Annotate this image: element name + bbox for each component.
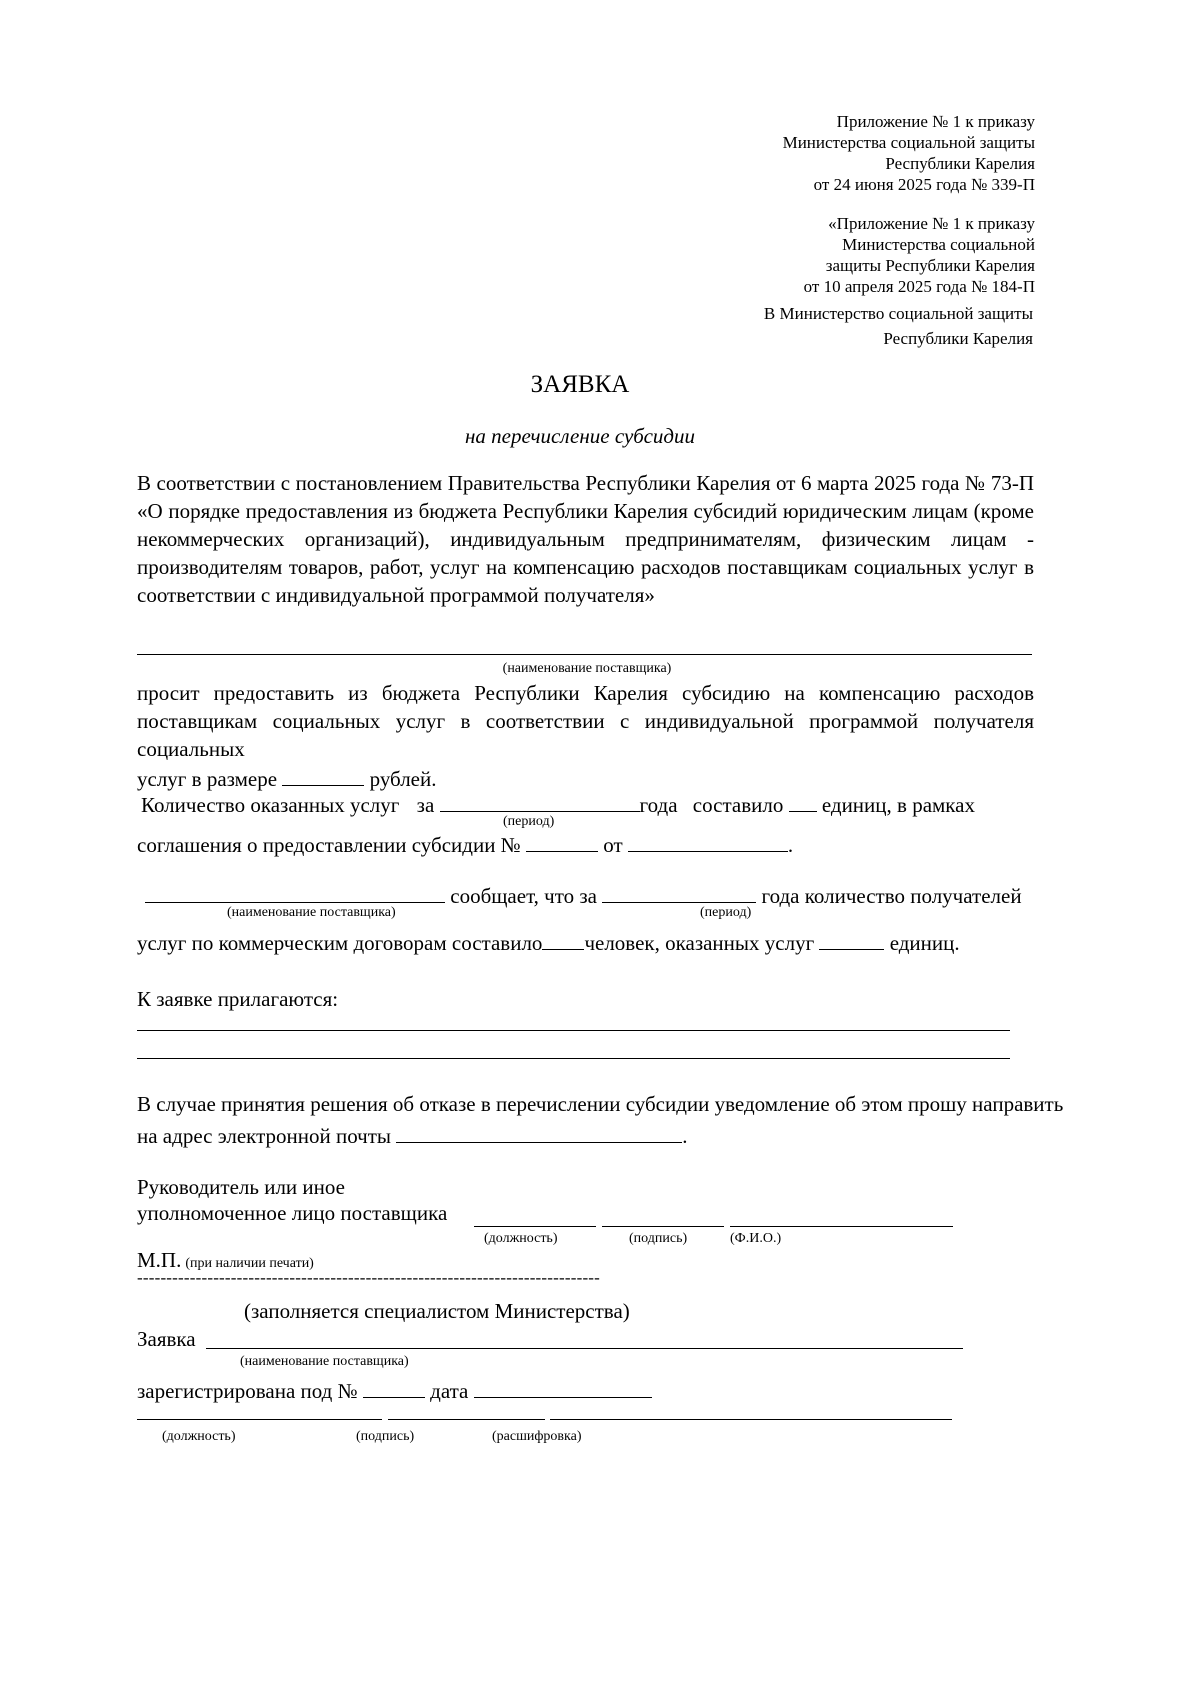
ministry-sign-field[interactable] [388,1419,545,1420]
attachments-field-1[interactable] [137,1030,1010,1031]
quantity-for: за [416,793,435,818]
request-amount-label: услуг в размере [137,767,278,792]
ministry-position-caption: (должность) [162,1429,236,1444]
registration-line [137,1375,652,1404]
refusal-line-2 [137,1120,688,1149]
intro-line: В соответствии с постановлением Правительства Республики Карелия от 6 марта 2025 года № 73-П [137,471,1034,495]
request-line: поставщикам социальных услуг в соответствии с индивидуальной программой получателя социальных [137,709,1034,761]
units-field[interactable] [789,789,817,812]
amount-field[interactable] [282,763,364,786]
registration-date-label: дата [430,1379,469,1404]
commercial-units: единиц. [889,931,960,956]
commercial-contracts: услуг по коммерческим договорам составило [137,931,543,956]
period-caption: (период) [503,814,555,829]
commercial-recipients: года количество получателей [761,884,1022,909]
registration-date-field[interactable] [474,1375,652,1398]
attachments-label: К заявке прилагаются: [137,987,339,1011]
request-line: просит предоставить из бюджета Республики Карелия субсидию на компенсацию расходов [137,681,1034,705]
ministry-decoding-field[interactable] [550,1419,952,1420]
commercial-reports: сообщает, что за [450,884,597,909]
header-line: «Приложение № 1 к приказу [828,214,1035,233]
refusal-end: . [682,1124,688,1149]
intro-line: «О порядке предоставления из бюджета Республики Карелия субсидий юридическим лицам (кроме [137,499,1034,523]
addressee-line: Республики Карелия [883,329,1033,348]
supplier-name-field[interactable] [137,654,1032,655]
request-currency: рублей. [369,767,437,792]
intro-paragraph [137,469,1034,609]
header-line: Республики Карелия [885,154,1035,173]
quantity-year: года [639,793,678,818]
separator: ------------------------------------------------------------------------------- [137,1268,601,1287]
signature-position-caption: (должность) [484,1231,558,1246]
email-label: на адрес электронной почты [137,1124,392,1149]
agreement-from: от [603,833,623,858]
services-count-field[interactable] [819,927,884,950]
request-paragraph [137,679,1034,793]
page-title: ЗАЯВКА [530,371,630,398]
agreement-line [137,829,793,858]
signature-line-1: Руководитель или иное [137,1175,345,1199]
stamp-note: (при наличии печати) [185,1256,314,1271]
quantity-units: единиц, в рамках [821,793,976,818]
quantity-amounted: составило [692,793,784,818]
commercial-period-caption: (период) [700,905,752,920]
attachments-field-2[interactable] [137,1058,1010,1059]
supplier-caption: (наименование поставщика) [502,661,672,676]
signature-position-field[interactable] [474,1226,596,1227]
header-line: от 24 июня 2025 года № 339-П [813,175,1035,194]
signature-sign-caption: (подпись) [629,1231,688,1246]
ministry-supplier-caption: (наименование поставщика) [240,1354,409,1369]
quantity-label: Количество оказанных услуг [141,793,400,818]
page-subtitle: на перечисление субсидии [464,424,696,448]
intro-line: производителям товаров, работ, услуг на компенсацию расходов поставщикам социальных услуг в [137,555,1034,579]
commercial-period-field[interactable] [602,880,756,903]
agreement-label: соглашения о предоставлении субсидии № [137,833,521,858]
ministry-supplier-field[interactable] [206,1348,963,1349]
ministry-note: (заполняется специалистом Министерства) [244,1299,630,1323]
addressee [764,301,1033,351]
stamp-label: М.П. [137,1248,182,1272]
header-line: защиты Республики Карелия [825,256,1035,275]
agreement-end: . [787,833,794,858]
commercial-persons: человек, оказанных услуг [584,931,815,956]
email-field[interactable] [396,1120,682,1143]
signature-name-field[interactable] [730,1226,953,1227]
intro-line: соответствии с индивидуальной программой получателя» [137,583,655,607]
ministry-request-label: Заявка [137,1327,196,1351]
intro-line: некоммерческих организаций), индивидуальным предпринимателям, физическим лицам - [137,527,1034,551]
registration-label: зарегистрирована под № [137,1379,358,1404]
agreement-number-field[interactable] [526,829,598,852]
commercial-supplier-caption: (наименование поставщика) [227,905,396,920]
quantity-line [141,789,975,818]
registration-number-field[interactable] [363,1375,425,1398]
header-block-1 [783,111,1035,195]
commercial-supplier-field[interactable] [145,880,445,903]
header-line: от 10 апреля 2025 года № 184-П [803,277,1035,296]
header-line: Министерства социальной защиты [782,133,1035,152]
addressee-line: В Министерство социальной защиты [763,304,1033,323]
period-field[interactable] [440,789,640,812]
ministry-decoding-caption: (расшифровка) [492,1429,582,1444]
signature-name-caption: (Ф.И.О.) [730,1231,782,1246]
header-block-2 [804,213,1035,297]
signature-line-2: уполномоченное лицо поставщика [137,1201,448,1225]
agreement-date-field[interactable] [628,829,788,852]
recipients-count-field[interactable] [542,927,584,950]
ministry-position-field[interactable] [137,1419,382,1420]
header-line: Приложение № 1 к приказу [836,112,1035,131]
refusal-line-1: В случае принятия решения об отказе в перечислении субсидии уведомление об этом прошу направить [137,1092,1064,1116]
signature-sign-field[interactable] [602,1226,724,1227]
header-line: Министерства социальной [842,235,1035,254]
ministry-sign-caption: (подпись) [356,1429,415,1444]
commercial-line-2 [137,927,960,956]
